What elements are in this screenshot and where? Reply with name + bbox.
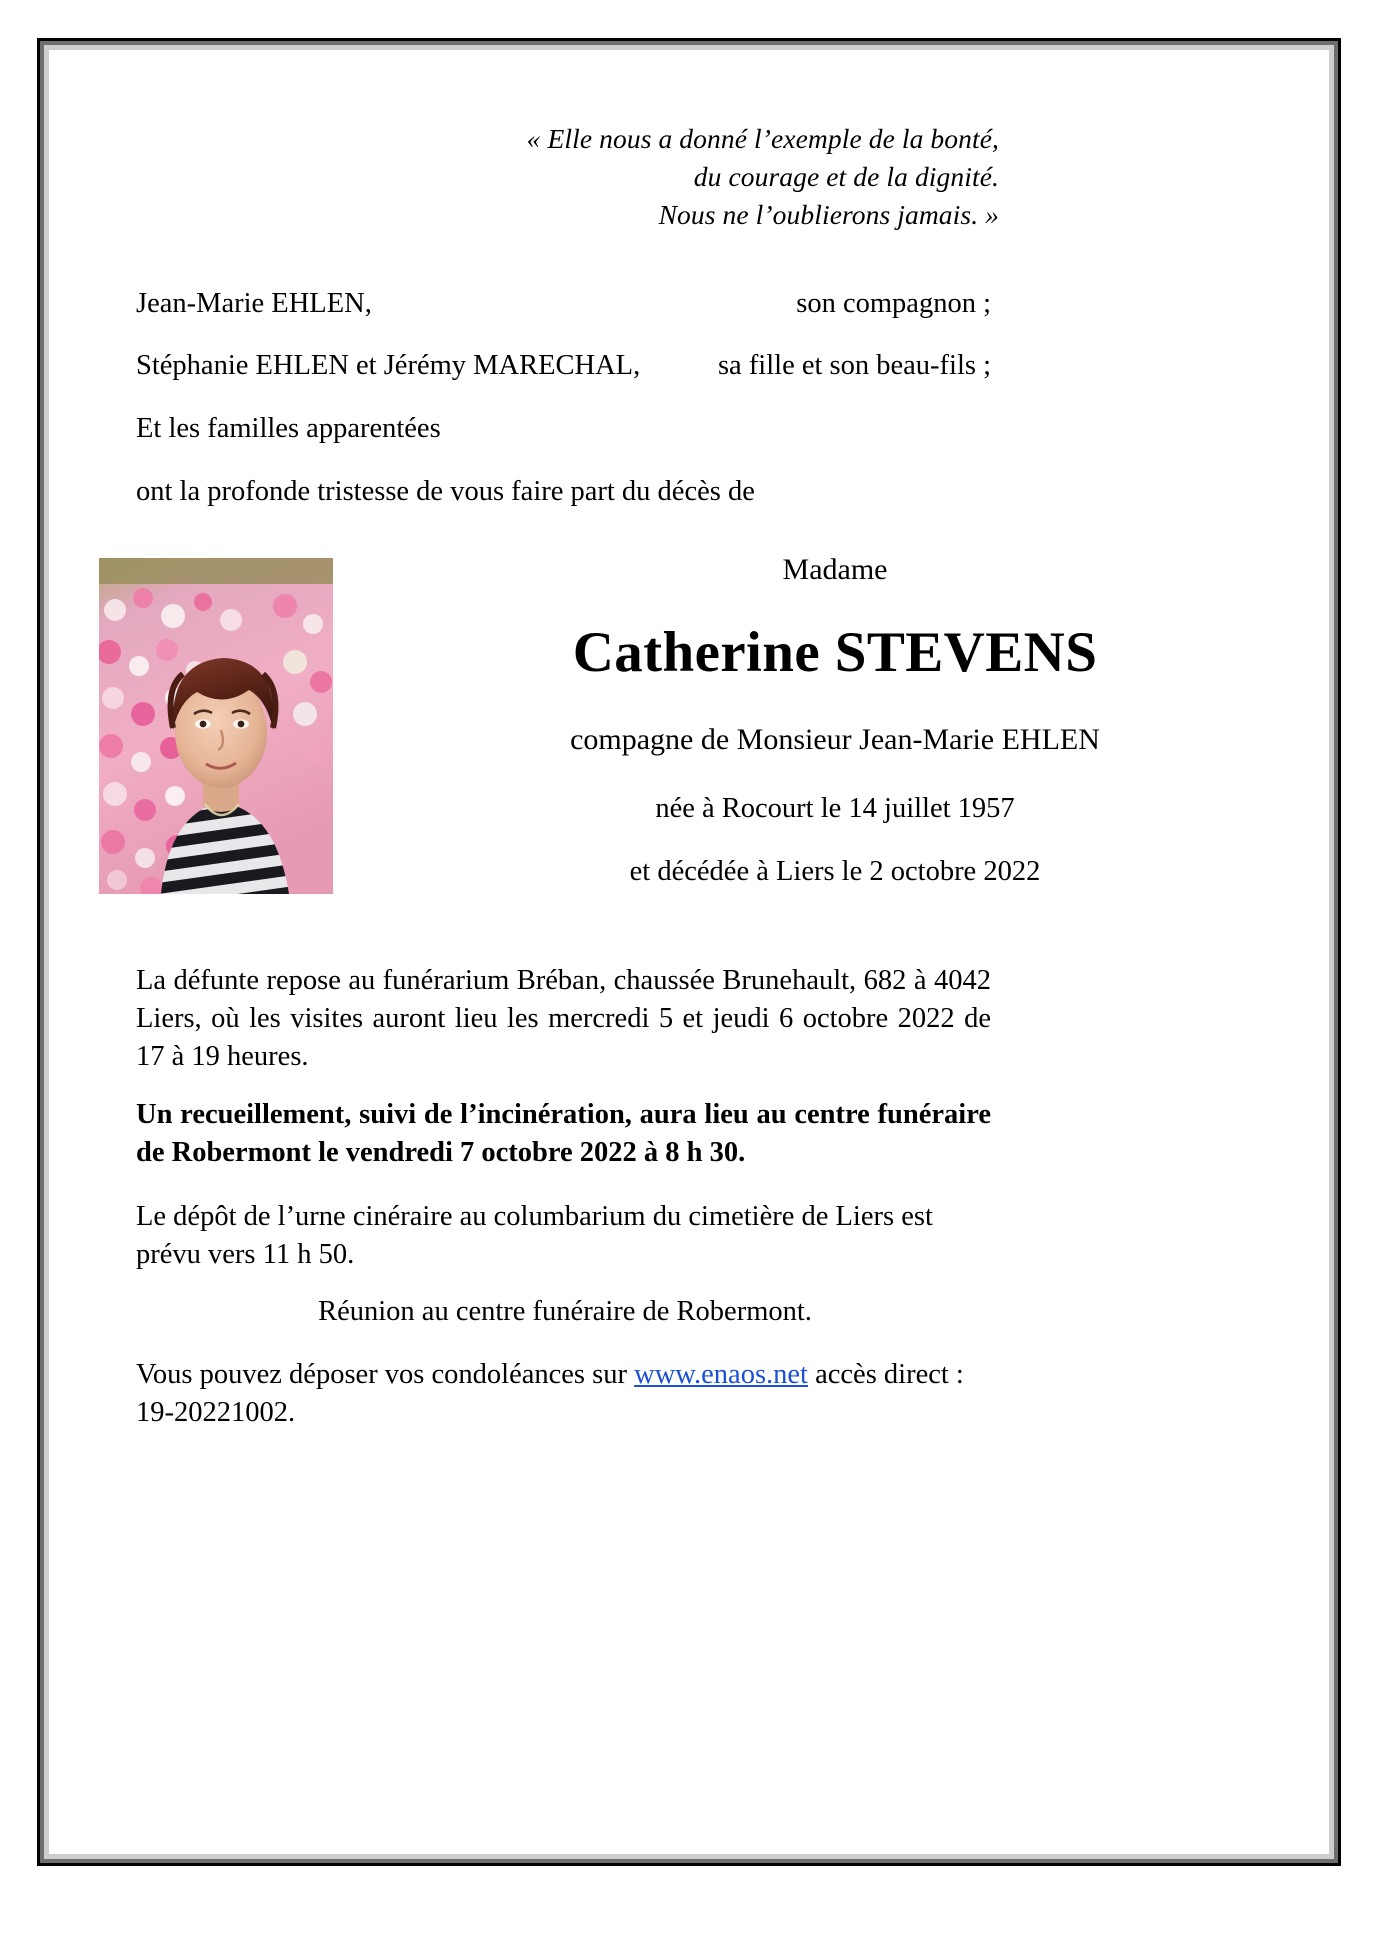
deceased-name: Catherine STEVENS (572, 621, 1098, 684)
portrait-photo (99, 558, 333, 894)
reunion-paragraph: Réunion au centre funéraire de Robermont. (318, 1296, 812, 1327)
condolences-reference: 19-20221002. (136, 1397, 296, 1428)
family-member-relation: sa fille et son beau-fils ; (717, 350, 991, 381)
deceased-title: Madame (782, 553, 888, 586)
family-row (136, 287, 991, 321)
ceremony-paragraph: Un recueillement, suivi de l’incinération, aura lieu au centre funéraire de Robermont le vendredi 7 octobre 2022 à 8 h 30. (136, 1099, 991, 1168)
condolences-prefix: Vous pouvez déposer vos condoléances sur (136, 1359, 635, 1390)
epigraph-line-3: Nous ne l’oublierons jamais. » (658, 199, 999, 230)
enaos-link[interactable]: www.enaos.net (634, 1359, 808, 1390)
deceased-death-info: et décédée à Liers le 2 octobre 2022 (629, 856, 1041, 887)
funeral-notice-inner-border (44, 45, 1334, 1859)
announcement-sentence: ont la profonde tristesse de vous faire part du décès de (136, 476, 755, 507)
epigraph-quote (479, 120, 999, 234)
family-member-name: Stéphanie EHLEN et Jérémy MARECHAL, (136, 350, 641, 381)
family-member-name: Jean-Marie EHLEN, (136, 288, 372, 319)
deceased-birth-info: née à Rocourt le 14 juillet 1957 (655, 793, 1015, 824)
urn-paragraph: Le dépôt de l’urne cinéraire au columbarium du cimetière de Liers est prévu vers 11 h 50. (136, 1201, 933, 1270)
epigraph-line-1: « Elle nous a donné l’exemple de la bonté, (526, 123, 999, 154)
epigraph-line-2: du courage et de la dignité. (693, 161, 999, 192)
family-row (136, 349, 991, 383)
condolences-suffix: accès direct : (807, 1359, 964, 1390)
notice-content (49, 50, 1337, 1862)
family-member-relation: son compagnon ; (796, 288, 991, 319)
family-extended-relatives: Et les familles apparentées (136, 413, 441, 444)
deceased-relation: compagne de Monsieur Jean-Marie EHLEN (570, 723, 1100, 756)
condolences-paragraph (136, 1356, 991, 1432)
funeral-notice-frame (40, 41, 1338, 1863)
portrait-photo-image (99, 558, 333, 894)
repose-paragraph: La défunte repose au funérarium Bréban, chaussée Brunehault, 682 à 4042 Liers, où les visites auront lieu les mercredi 5 et jeudi 6 octobre 2022 de 17 à 19 heures. (136, 965, 991, 1072)
